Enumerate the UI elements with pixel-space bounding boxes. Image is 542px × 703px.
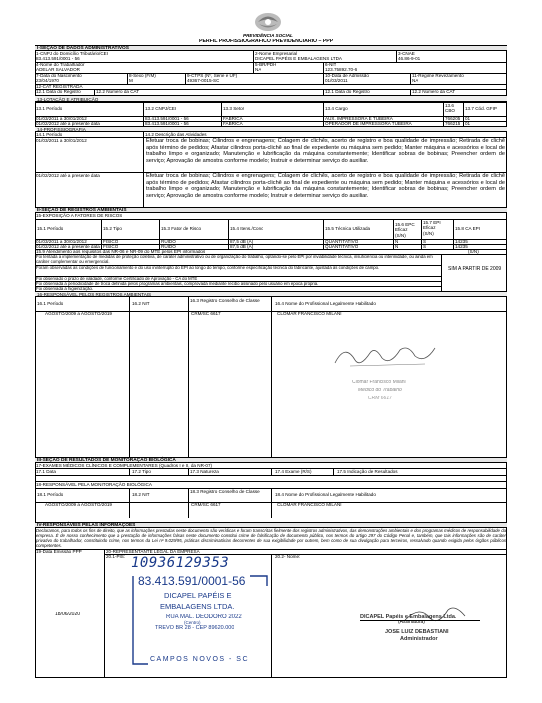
- epi-line-2: Foram observadas as condições de funcionamento e do uso ininterrupto do EPI ao longo do tempo, conforme especificação técnica do fabricante, ajustada às condições de campo.: [36, 265, 380, 270]
- r16-header-council: 16.3 Registro Conselho de Classe: [190, 298, 260, 303]
- lot-row2-setor: FABRICA: [223, 121, 243, 126]
- doctor-stamp-name: Clomar Francisco Milani: [352, 380, 406, 385]
- sig-role: Administrador: [400, 636, 438, 642]
- lot-row1-setor: FABRICA: [223, 116, 243, 121]
- prof-row1-desc: Efetuar troca de bobinas; Cilindros e engrenagens; Colagem de clichês, acerto de registro e boa qualidade de impressão; Retirada de clichê após término de pedidos; Afastar cilindros porta-clichê ao final de expediente ou máquina sem pedido; Manter máquina e acessórios e local de trabalho limpo e organizado; Manutenção e lubrificação da máquina constantemente; Identificar sobras de bobinas; Preencher ordem de serviço; Aprovação de amostra conforme modelo; Instruir e determinar serviço do auxiliar.: [146, 138, 505, 164]
- label-company: 2-Nome Empresarial: [255, 51, 298, 56]
- value-sex: M: [129, 78, 133, 83]
- sig-label: (Assinatura): [398, 620, 425, 625]
- section-profissiografia-title: 14-PROFISSIOGRAFIA: [35, 126, 507, 132]
- r16-period: AGOSTO/2009 a AGOSTO/2019: [45, 311, 112, 316]
- risk-row2-intensity: 87,5 dB (A): [230, 244, 254, 249]
- lot-row2-period: 01/02/2012 até a presente data: [36, 121, 100, 126]
- lot-header-period: 13.1 Período: [36, 106, 63, 111]
- epi-line-4: Foi observada a periodicidade de troca definida pelos programas ambientais, comprovada mediante recibo assinado pelo usuário em época própria.: [36, 281, 319, 286]
- risk-header-ca: 15.8 CA EPI: [455, 226, 481, 231]
- label-ctps: 9-CTPS (Nº, Série e UF): [187, 73, 238, 78]
- stamp-address: RUA MAL. DEODORO 2022: [166, 614, 242, 620]
- legal-rep-label: 20-REPRESENTANTE LEGAL DA EMPRESA: [106, 549, 200, 554]
- rep-name-label: 20.2- Nome:: [275, 554, 301, 559]
- prof-row2-desc: Efetuar troca de bobinas; Cilindros e engrenagens; Colagem de clichês, acerto de registro e boa qualidade de impressão; Retirada de clichê após término de pedidos; Afastar cilindros porta-clichê ao final de expediente ou máquina sem pedido; Manter máquina e acessórios e local de trabalho limpo e organizado; Manutenção e lubrificação da máquina constantemente; Identificar sobras de bobinas; Preencher ordem de serviço; Aprovação de amostra conforme modelo; Instruir e determinar serviço do auxiliar.: [146, 173, 505, 199]
- issue-date-value: 18/06/2020: [55, 612, 81, 617]
- section-ambientais-title: II-SEÇÃO DE REGISTROS AMBIENTAIS: [35, 207, 507, 213]
- r16-header-name: 16.4 Nome do Profissional Legalmente Habilitado: [275, 301, 376, 306]
- value-admission: 01/03/2011: [325, 78, 348, 83]
- epi-line-5: Foi observada a higienização.: [36, 286, 94, 291]
- epi-requirements-sn: (S/N): [468, 249, 479, 254]
- previdencia-logo-icon: [253, 11, 283, 33]
- lot-header-cbo: 13.6 CBO: [445, 103, 455, 114]
- section-admin-title: I-SEÇÃO DE DADOS ADMINISTRATIVOS: [35, 45, 507, 51]
- value-cnpj: 83.413.591/0001 - 56: [36, 56, 80, 61]
- label-cnpj: 1-CNPJ do Domicílio Tributário/CEI: [36, 51, 108, 56]
- risk-row2-ca: 14235: [455, 244, 468, 249]
- label-cat-date-2: 12.1 Data do Registro: [325, 89, 370, 94]
- risk-row1-technique: QUANTITATIVO: [325, 239, 359, 244]
- prof-header-desc: 14.2 Descrição das Atividades: [145, 132, 207, 137]
- risk-row1-type: FISICO: [103, 239, 119, 244]
- exam-header-results: 17.5 Indicação de Resultados: [337, 469, 398, 474]
- value-birth: 23/04/1970: [36, 78, 59, 83]
- label-cat-date: 12.1 Data do Registro: [36, 89, 81, 94]
- risk-row1-factor: RUIDO: [161, 239, 176, 244]
- risk-header-intensity: 15.4 Itens./Conc: [230, 226, 264, 231]
- resp-biologica-title: 18-RESPONSÁVEL PELA MONITORAÇÃO BIOLÓGICA: [36, 482, 152, 487]
- epi-line-1: Foi tentada a implementação de medidas de proteção coletiva, de caráter administrativo ou de organização do trabalho, optando-se pelo EPI por inviabilidade técnica, insuficiência ou interinidade, ou ainda em caráter complementar ou emergencial.: [36, 254, 433, 265]
- r18-name: CLOMAR FRANCISCO MILANI: [277, 502, 342, 507]
- label-cat: 12-CAT REGISTRADA: [36, 84, 83, 89]
- r18-header-name: 18.4 Nome do Profissional Legalmente Habilitado: [275, 492, 376, 497]
- prof-header-period: 14.1 Período: [36, 132, 63, 137]
- epi-answer: SIM A PARTIR DE 2009: [448, 266, 502, 272]
- label-cat-number-2: 12.2 Número da CAT: [412, 89, 456, 94]
- lot-row1-period: 01/03/2011 a 30/01/2012: [36, 116, 87, 121]
- declaration-text: Declaramos, para todos os fins de direito, que as informações prestadas neste documento são verídicas e foram transcritas fielmente dos registros administrativos, das demonstrações ambientais e dos programas médicos de responsabilidade da empresa. É de nosso conhecimento que a prestação de informações falsas neste documento constitui crime de falsificação de documento público, nos termos do artigo 297 do Código Penal e, também, que tais informações são de caráter privativo do trabalhador, constituindo crime, nos termos da Lei nº 9.029/95, práticas discriminatórias decorrentes de sua exigibilidade por outrem, bem como de sua divulgação para terceiros, ressalvado quando exigida pelos órgãos públicos competentes.: [36, 528, 506, 549]
- lot-header-cargo: 13.4 Cargo: [325, 106, 348, 111]
- exam-header-type: 17.2 Tipo: [132, 469, 151, 474]
- value-revezamento: NA: [412, 78, 419, 83]
- resp-ambientais-title: 16-RESPONSÁVEL PELOS REGISTROS AMBIENTAIS: [35, 291, 507, 297]
- risk-row1-intensity: 87,5 dB (A): [230, 239, 254, 244]
- risk-row1-epc: N: [395, 239, 399, 244]
- pis-value: 10936129353: [131, 555, 230, 571]
- value-worker: ADELAR SALVADOR: [36, 67, 80, 72]
- risk-header-type: 15.2 Tipo: [103, 226, 122, 231]
- stamp-company-1: DICAPEL PAPÉIS E: [164, 591, 232, 600]
- page-title: PERFIL PROFISSIOGRÁFICO PREVIDENCIÁRIO – PPP: [199, 39, 334, 44]
- label-birth: 7-Data do Nascimento: [36, 73, 82, 78]
- risk-header-factor: 15.3 Fator de Risco: [161, 226, 202, 231]
- exams-subtitle: 17-EXAMES MÉDICOS CLÍNICOS E COMPLEMENTARES (Quadros I e II, da NR-07): [36, 463, 213, 468]
- lot-row2-cargo: OPERADOR DE IMPRESSORA TUBEIRA: [325, 121, 412, 126]
- label-brpdh: 5-BR/PDH: [255, 62, 277, 67]
- lot-row2-cbo: 766215: [445, 121, 461, 126]
- r16-header-nit: 16.2 NIT: [132, 301, 150, 306]
- agency-name: PREVIDÊNCIA SOCIAL: [243, 33, 293, 38]
- r16-name: CLOMAR FRANCISCO MILANI: [277, 311, 342, 316]
- r16-council: CRM/SC 6617: [191, 311, 221, 316]
- label-cnae: 3-CNAE: [398, 51, 415, 56]
- risk-row2-type: FISICO: [103, 244, 119, 249]
- doctor-stamp-crm: CRM 6617: [368, 396, 392, 401]
- risk-row2-period: 01/02/2012 até a presente data: [36, 244, 100, 249]
- risk-header-epc: 15.6 EPC Eficaz (S/N): [395, 222, 415, 238]
- exam-header-exam: 17.4 Exame (R/S): [275, 469, 312, 474]
- exposure-subtitle: 15-EXPOSIÇÃO A FATORES DE RISCOS: [36, 213, 123, 218]
- value-company: DICAPEL PAPÉIS E EMBALAGENS LTDA: [255, 56, 342, 61]
- label-admission: 10-Data de Admissão: [325, 73, 369, 78]
- risk-row2-factor: RUIDO: [161, 244, 176, 249]
- value-cnae: 46.86-9-01: [398, 56, 421, 61]
- value-ctps: 49367-0015-SC: [187, 78, 220, 83]
- section-responsaveis-title: IV-RESPONSÁVEIS PELAS INFORMAÇÕES: [35, 522, 507, 528]
- prof-row1-period: 01/03/2011 a 30/01/2012: [36, 138, 87, 143]
- value-nit: 123.75892.70-6: [325, 67, 358, 72]
- risk-row2-epi: S: [423, 244, 427, 249]
- r18-header-period: 18.1 Período: [37, 492, 64, 497]
- r18-council: CRM/SC 6617: [191, 502, 221, 507]
- stamp-cep: TREVO BR 28 - CEP 89620.000: [155, 625, 235, 631]
- label-revezamento: 11-Regime Revezamento: [412, 73, 464, 78]
- section-lotacao-title: 13-LOTAÇÃO E ATRIBUIÇÃO: [35, 95, 507, 102]
- lot-header-cnpj: 13.2 CNPJ/CEI: [145, 106, 177, 111]
- label-sex: 8-Sexo (F/M): [129, 73, 156, 78]
- doctor-signature-icon: [330, 338, 440, 378]
- stamp-company-2: EMBALAGENS LTDA.: [160, 602, 235, 611]
- risk-header-technique: 15.5 Técnica Utilizada: [325, 226, 371, 231]
- lot-row1-cnpj: 83.413.591/0001 - 56: [145, 116, 189, 121]
- risk-row2-technique: QUANTITATIVO: [325, 244, 359, 249]
- doctor-stamp-role: Médico do Trabalho: [358, 388, 402, 393]
- label-worker: 4-Nome do Trabalhador: [36, 62, 85, 67]
- risk-row2-epc: N: [395, 244, 399, 249]
- r18-period: AGOSTO/2009 a AGOSTO/2019: [45, 502, 112, 507]
- lot-row2-gfip: 01: [465, 121, 471, 126]
- lot-row1-cargo: AUX. IMPRESSORA E TUBEIRA: [325, 116, 393, 121]
- r18-header-council: 18.3 Registro Conselho de Classe: [190, 489, 260, 494]
- stamp-city: CAMPOS NOVOS - SC: [150, 656, 250, 663]
- epi-line-3: Foi observado o prazo de validade, conforme Certificado de Aprovação - CA do MTE: [36, 276, 198, 281]
- sig-name: JOSÉ LUIZ DEBASTIANI: [385, 629, 449, 635]
- prof-row2-period: 01/02/2012 até a presente data: [36, 173, 100, 178]
- issue-date-label: 19-Data Emissão PPP: [36, 549, 82, 554]
- lot-header-setor: 13.3 Setor: [223, 106, 245, 111]
- pis-label: 20.1-PIS:: [106, 554, 126, 559]
- exam-header-date: 17.1 Data: [36, 469, 56, 474]
- risk-row1-period: 01/03/2011 a 30/01/2012: [36, 239, 87, 244]
- value-brpdh: NA: [255, 67, 262, 72]
- risk-row1-epi: S: [423, 239, 427, 244]
- risk-header-period: 15.1 Período: [37, 226, 64, 231]
- lot-row1-gfip: 01: [465, 116, 471, 121]
- sig-company: DICAPEL Papéis e Embalagens Ltda.: [360, 614, 457, 620]
- epi-requirements: 15.9 Atendimento aos requisitos das NR-06 e NR-09 do MTE pelos EPI informados: [36, 249, 206, 254]
- stamp-cnpj: 83.413.591/0001-56: [138, 574, 246, 588]
- exam-header-nature: 17.3 Natureza: [190, 469, 219, 474]
- lot-row2-cnpj: 83.413.591/0001 - 56: [145, 121, 189, 126]
- r16-header-period: 16.1 Período: [37, 301, 64, 306]
- lot-header-gfip: 13.7 Cód. GFIP: [465, 106, 497, 111]
- stamp-address-2: (Centro): [184, 620, 201, 625]
- risk-header-epi: 15.7 EPI Eficaz (S/N): [423, 220, 441, 236]
- section-biologica-title: III-SEÇÃO DE RESULTADOS DE MONITORAÇÃO BIOLÓGICA: [35, 457, 507, 463]
- label-cat-number: 12.2 Número da CAT: [96, 89, 140, 94]
- lot-row1-cbo: 766205: [445, 116, 461, 121]
- r18-header-nit: 18.2 NIT: [132, 492, 150, 497]
- label-nit: 6-NIT: [325, 62, 337, 67]
- risk-row1-ca: 14235: [455, 239, 468, 244]
